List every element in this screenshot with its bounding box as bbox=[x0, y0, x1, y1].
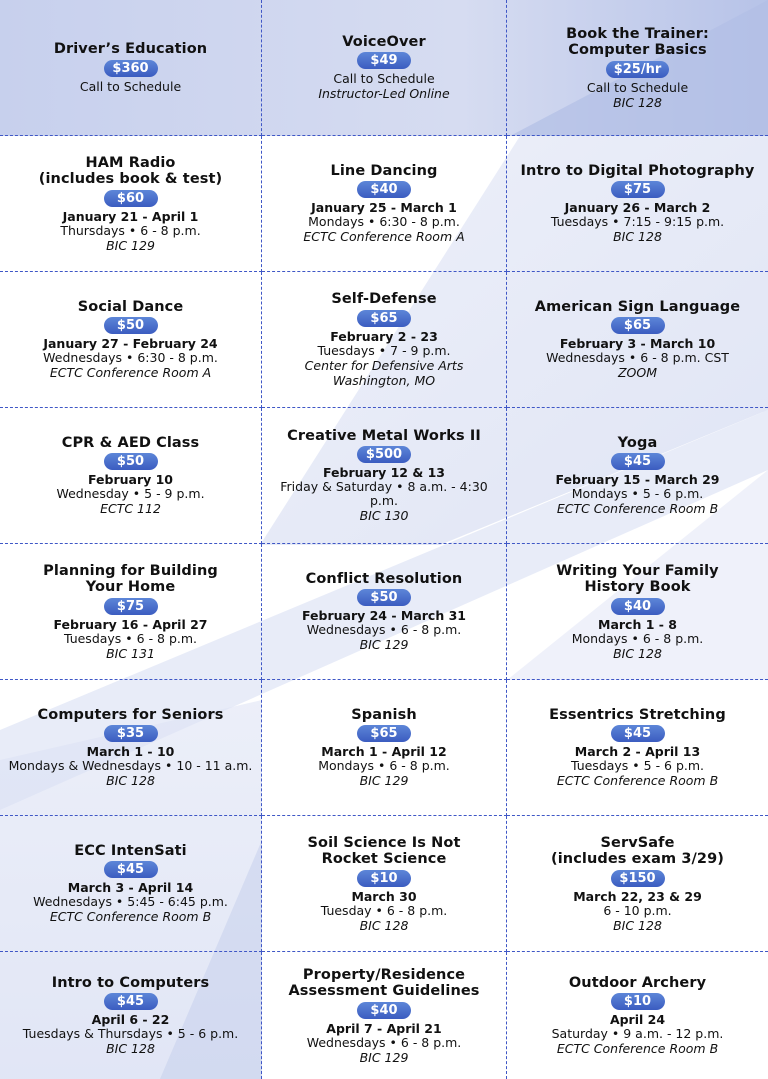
course-price-badge: $40 bbox=[357, 181, 411, 198]
course-title: Intro to Digital Photography bbox=[520, 162, 755, 179]
course-card bbox=[262, 408, 507, 544]
course-schedule: Tuesdays • 5 - 6 p.m. bbox=[570, 758, 705, 774]
course-dates: January 26 - March 2 bbox=[564, 200, 711, 216]
course-location: BIC 128 bbox=[613, 917, 662, 933]
course-title: Spanish bbox=[351, 706, 417, 723]
course-price-badge: $45 bbox=[611, 453, 665, 470]
course-dates: March 30 bbox=[351, 888, 417, 904]
course-price-badge: $75 bbox=[611, 181, 665, 198]
course-price-badge: $150 bbox=[611, 870, 665, 887]
course-card bbox=[0, 952, 262, 1079]
course-schedule: Call to Schedule bbox=[79, 78, 182, 94]
course-title: Book the Trainer: Computer Basics bbox=[566, 25, 709, 58]
course-schedule: Tuesdays & Thursdays • 5 - 6 p.m. bbox=[22, 1026, 239, 1042]
course-schedule: Tuesdays • 6 - 8 p.m. bbox=[63, 630, 198, 646]
course-price-badge: $45 bbox=[104, 861, 158, 878]
course-price-badge: $360 bbox=[104, 60, 158, 77]
course-schedule: Tuesdays • 7 - 9 p.m. bbox=[317, 342, 451, 358]
course-schedule: Wednesdays • 5:45 - 6:45 p.m. bbox=[33, 894, 228, 910]
course-price-badge: $10 bbox=[611, 993, 665, 1010]
course-schedule: Mondays • 6 - 8 p.m. bbox=[571, 630, 704, 646]
course-price-badge: $50 bbox=[357, 589, 411, 606]
course-card bbox=[507, 136, 768, 272]
course-schedule: Thursdays • 6 - 8 p.m. bbox=[60, 222, 201, 238]
course-dates: February 3 - March 10 bbox=[559, 336, 716, 352]
course-schedule: Mondays • 6 - 8 p.m. bbox=[318, 758, 450, 774]
course-schedule: Friday & Saturday • 8 a.m. - 4:30 p.m. bbox=[280, 479, 488, 509]
course-price-badge: $35 bbox=[104, 725, 158, 742]
course-price-badge: $40 bbox=[357, 1002, 411, 1019]
course-card bbox=[507, 816, 768, 952]
course-price-badge: $45 bbox=[104, 993, 158, 1010]
course-dates: March 1 - 10 bbox=[86, 744, 175, 760]
course-title: Soil Science Is Not Rocket Science bbox=[307, 834, 461, 867]
course-card bbox=[262, 136, 507, 272]
course-card bbox=[0, 0, 262, 136]
course-dates: April 6 - 22 bbox=[91, 1012, 170, 1028]
course-title: Planning for Building Your Home bbox=[43, 562, 218, 595]
course-location: ZOOM bbox=[617, 365, 658, 381]
course-card bbox=[0, 680, 262, 816]
course-dates: February 12 & 13 bbox=[322, 465, 445, 481]
course-dates: March 2 - April 13 bbox=[574, 744, 701, 760]
course-price-badge: $45 bbox=[611, 725, 665, 742]
course-card bbox=[262, 272, 507, 408]
course-price-badge: $75 bbox=[104, 598, 158, 615]
course-card bbox=[0, 136, 262, 272]
course-schedule: Mondays • 6:30 - 8 p.m. bbox=[308, 214, 460, 230]
course-title: ECC IntenSati bbox=[74, 842, 187, 859]
course-price-badge: $50 bbox=[104, 317, 158, 334]
course-card bbox=[0, 272, 262, 408]
course-dates: January 21 - April 1 bbox=[62, 208, 199, 224]
course-dates: March 22, 23 & 29 bbox=[573, 888, 702, 904]
course-location: ECTC Conference Room B bbox=[556, 773, 719, 789]
course-location: Instructor-Led Online bbox=[318, 86, 450, 102]
course-title: Driver’s Education bbox=[53, 41, 208, 58]
course-card bbox=[0, 408, 262, 544]
course-schedule: Call to Schedule bbox=[333, 71, 435, 87]
course-dates: March 3 - April 14 bbox=[67, 880, 194, 896]
course-card bbox=[507, 680, 768, 816]
course-title: Intro to Computers bbox=[51, 974, 210, 991]
course-card bbox=[262, 816, 507, 952]
course-location: ECTC 112 bbox=[100, 501, 161, 517]
course-title: CPR & AED Class bbox=[61, 434, 200, 451]
course-schedule: Wednesdays • 6 - 8 p.m. CST bbox=[546, 350, 729, 366]
course-title: Outdoor Archery bbox=[568, 974, 707, 991]
course-dates: March 1 - April 12 bbox=[321, 744, 447, 760]
course-location: BIC 130 bbox=[359, 508, 409, 524]
course-location: BIC 128 bbox=[613, 229, 662, 245]
course-price-badge: $65 bbox=[357, 725, 411, 742]
course-location: BIC 128 bbox=[106, 1041, 155, 1057]
course-location: ECTC Conference Room A bbox=[49, 365, 212, 381]
course-title: Computers for Seniors bbox=[37, 706, 224, 723]
course-schedule: Saturday • 9 a.m. - 12 p.m. bbox=[551, 1026, 724, 1042]
course-card bbox=[507, 0, 768, 136]
course-price-badge: $10 bbox=[357, 870, 411, 887]
course-title: ServSafe (includes exam 3/29) bbox=[550, 834, 725, 867]
course-location: BIC 128 bbox=[613, 645, 662, 661]
course-dates: February 10 bbox=[87, 472, 174, 488]
course-dates: February 24 - March 31 bbox=[301, 608, 466, 624]
course-card bbox=[0, 816, 262, 952]
course-price-badge: $25/hr bbox=[606, 61, 670, 78]
course-title: Self-Defense bbox=[331, 291, 437, 308]
course-card bbox=[262, 952, 507, 1079]
course-location: BIC 131 bbox=[106, 645, 155, 661]
course-title: Yoga bbox=[617, 434, 658, 451]
course-location: ECTC Conference Room B bbox=[49, 909, 212, 925]
course-title: American Sign Language bbox=[534, 298, 741, 315]
course-dates: January 27 - February 24 bbox=[43, 336, 218, 352]
course-schedule: Wednesday • 5 - 9 p.m. bbox=[56, 486, 205, 502]
course-title: Social Dance bbox=[77, 298, 184, 315]
course-title: Property/Residence Assessment Guidelines bbox=[288, 966, 480, 999]
course-location: BIC 128 bbox=[359, 917, 409, 933]
course-price-badge: $500 bbox=[357, 446, 411, 463]
course-card bbox=[507, 272, 768, 408]
course-schedule: Call to Schedule bbox=[586, 79, 689, 95]
course-location: BIC 129 bbox=[106, 237, 155, 253]
course-card bbox=[507, 408, 768, 544]
course-location: BIC 129 bbox=[359, 637, 409, 653]
course-title: Creative Metal Works II bbox=[287, 427, 481, 444]
course-title: Line Dancing bbox=[330, 162, 438, 179]
course-card bbox=[262, 0, 507, 136]
course-schedule: Tuesday • 6 - 8 p.m. bbox=[320, 902, 448, 918]
course-location: BIC 128 bbox=[106, 773, 155, 789]
course-price-badge: $60 bbox=[104, 190, 158, 207]
course-price-badge: $49 bbox=[357, 52, 411, 69]
course-price-badge: $65 bbox=[611, 317, 665, 334]
course-card bbox=[262, 680, 507, 816]
course-dates: January 25 - March 1 bbox=[311, 200, 457, 216]
course-dates: February 15 - March 29 bbox=[555, 472, 720, 488]
course-dates: March 1 - 8 bbox=[598, 616, 677, 632]
course-schedule: Mondays • 5 - 6 p.m. bbox=[571, 486, 704, 502]
course-schedule: 6 - 10 p.m. bbox=[603, 902, 672, 918]
course-location: BIC 128 bbox=[613, 94, 662, 110]
course-location: ECTC Conference Room B bbox=[556, 1041, 719, 1057]
course-location: Center for Defensive Arts Washington, MO bbox=[304, 357, 464, 388]
course-dates: April 24 bbox=[609, 1012, 666, 1028]
course-title: Conflict Resolution bbox=[305, 570, 463, 587]
course-price-badge: $65 bbox=[357, 310, 411, 327]
course-schedule: Wednesdays • 6 - 8 p.m. bbox=[306, 622, 462, 638]
course-card bbox=[0, 544, 262, 680]
course-title: Essentrics Stretching bbox=[549, 706, 726, 723]
course-dates: February 16 - April 27 bbox=[53, 616, 208, 632]
course-dates: April 7 - April 21 bbox=[326, 1020, 442, 1036]
course-title: Writing Your Family History Book bbox=[556, 562, 719, 595]
course-schedule: Wednesdays • 6:30 - 8 p.m. bbox=[43, 350, 218, 366]
course-schedule: Wednesdays • 6 - 8 p.m. bbox=[306, 1034, 462, 1050]
course-card bbox=[507, 544, 768, 680]
course-schedule: Mondays & Wednesdays • 10 - 11 a.m. bbox=[8, 758, 253, 774]
course-location: BIC 129 bbox=[359, 773, 409, 789]
course-price-badge: $50 bbox=[104, 453, 158, 470]
course-title: VoiceOver bbox=[342, 33, 426, 50]
course-location: ECTC Conference Room B bbox=[556, 501, 719, 517]
course-card bbox=[507, 952, 768, 1079]
course-schedule: Tuesdays • 7:15 - 9:15 p.m. bbox=[550, 214, 725, 230]
course-title: HAM Radio (includes book & test) bbox=[38, 154, 223, 187]
course-location: BIC 129 bbox=[359, 1049, 409, 1065]
course-card bbox=[262, 544, 507, 680]
course-dates: February 2 - 23 bbox=[330, 328, 438, 344]
course-price-badge: $40 bbox=[611, 598, 665, 615]
course-location: ECTC Conference Room A bbox=[303, 229, 465, 245]
